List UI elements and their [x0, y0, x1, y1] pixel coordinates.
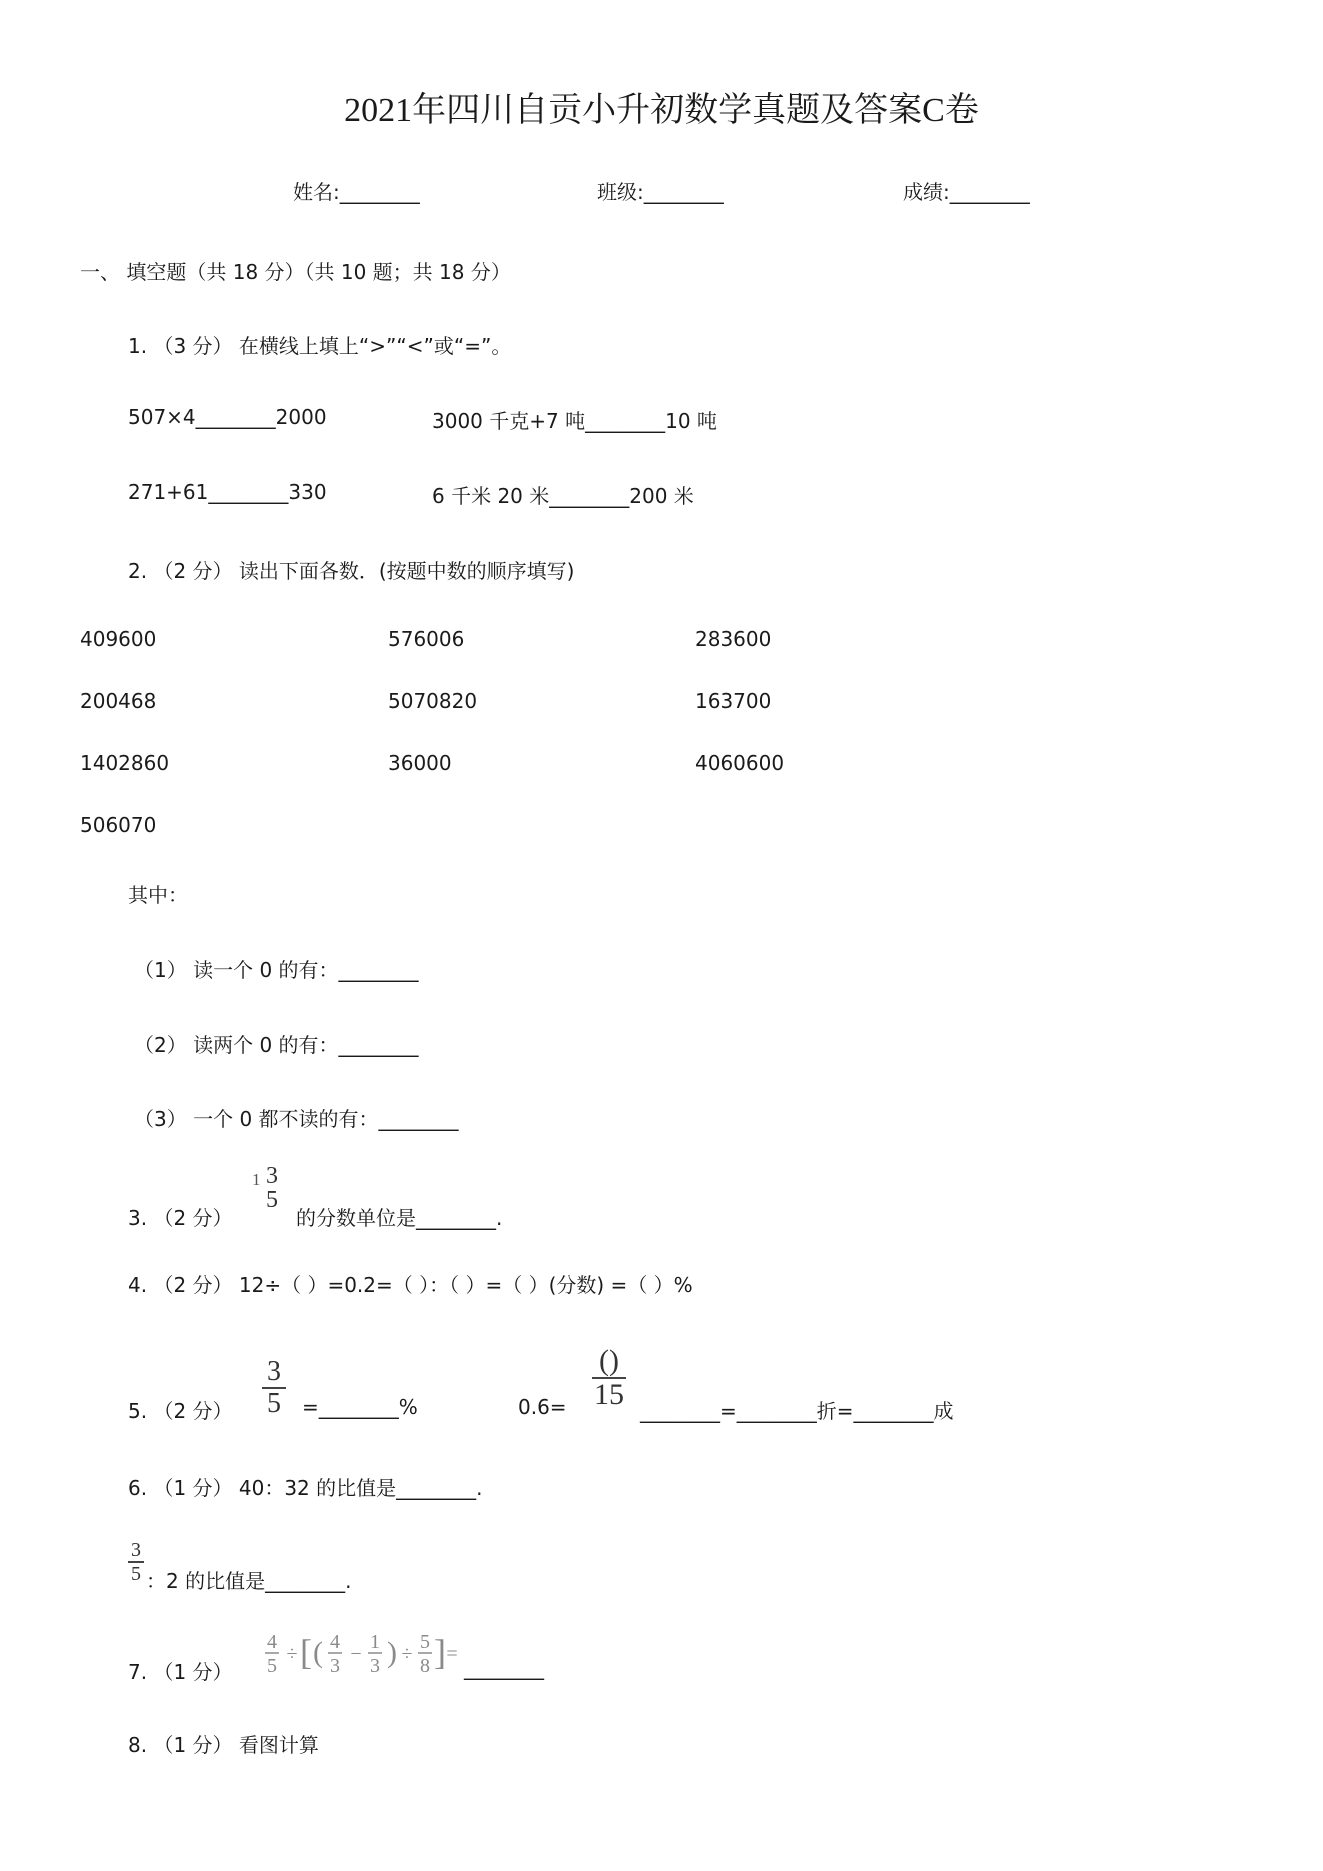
- question-5-part2: 0.6=: [518, 1395, 567, 1419]
- q2-number: 506070: [80, 813, 157, 837]
- q1-item: 507×4________2000: [128, 405, 327, 429]
- section-heading: 一、 填空题（共 18 分）（共 10 题；共 18 分）: [80, 260, 511, 284]
- fraction-denominator: 5: [266, 1187, 278, 1213]
- svg-text:4: 4: [330, 1631, 340, 1653]
- fraction-numerator: 3: [267, 1356, 281, 1387]
- fraction-blank-over-fifteen: [592, 1346, 626, 1410]
- q1-item: 6 千米 20 米________200 米: [432, 484, 694, 508]
- fraction-numerator: 3: [266, 1163, 278, 1189]
- fraction-numerator: (): [599, 1344, 619, 1377]
- q2-number: 409600: [80, 627, 157, 651]
- question-8-text: 8. （1 分） 看图计算: [128, 1733, 319, 1757]
- question-5-part1: =________%: [302, 1395, 418, 1419]
- q2-number: 200468: [80, 689, 157, 713]
- svg-text:−: −: [350, 1643, 362, 1665]
- q2-subquestion: （1） 读一个 0 的有：________: [134, 958, 419, 982]
- q2-number: 283600: [695, 627, 772, 651]
- svg-text:[: [: [300, 1632, 312, 1672]
- q2-number: 163700: [695, 689, 772, 713]
- question-7-prefix: 7. （1 分）: [128, 1660, 233, 1684]
- question-3-suffix: 的分数单位是________.: [296, 1206, 503, 1230]
- svg-text:÷: ÷: [401, 1643, 413, 1665]
- math-expression-svg: [262, 1628, 458, 1678]
- question-7-blank: ________: [464, 1656, 544, 1680]
- mixed-number-fraction: [262, 1164, 282, 1212]
- svg-text:8: 8: [420, 1655, 430, 1677]
- mixed-number-whole: 1: [252, 1170, 261, 1189]
- svg-text:4: 4: [267, 1631, 277, 1653]
- question-5-prefix: 5. （2 分）: [128, 1399, 233, 1423]
- page-title: 2021年四川自贡小升初数学真题及答案C卷: [344, 92, 979, 129]
- svg-text:): ): [387, 1636, 397, 1669]
- question-6-text: 6. （1 分） 40：32 的比值是________.: [128, 1476, 483, 1500]
- q1-item: 271+61________330: [128, 480, 327, 504]
- fraction-denominator: 5: [267, 1388, 281, 1419]
- question-6-line2: ：2 的比值是________.: [146, 1569, 352, 1593]
- q2-subquestion: （3） 一个 0 都不读的有：________: [134, 1107, 459, 1131]
- q2-number: 36000: [388, 751, 452, 775]
- q2-number: 5070820: [388, 689, 478, 713]
- fraction-denominator: 5: [131, 1563, 141, 1585]
- score-field-label: 成绩:________: [903, 180, 1030, 204]
- class-field-label: 班级:________: [597, 180, 724, 204]
- q2-number: 1402860: [80, 751, 170, 775]
- svg-text:5: 5: [420, 1631, 430, 1653]
- q2-number: 576006: [388, 627, 465, 651]
- question-1-prompt: 1. （3 分） 在横线上填上“>”“<”或“=”。: [128, 334, 512, 358]
- fraction-three-fifths-small: [128, 1540, 144, 1584]
- fraction-three-fifths: [262, 1358, 286, 1418]
- svg-text:(: (: [313, 1636, 323, 1669]
- q2-subquestion: （2） 读两个 0 的有：________: [134, 1033, 419, 1057]
- q2-number: 4060600: [695, 751, 785, 775]
- question-5-part3: ________=________折=________成: [640, 1399, 954, 1423]
- question-4-text: 4. （2 分） 12÷（ ）=0.2=（ ）：（ ）=（ ）(分数) =（ ）%: [128, 1273, 693, 1297]
- svg-text:]: ]: [434, 1632, 446, 1672]
- question-2-prompt: 2. （2 分） 读出下面各数．(按题中数的顺序填写): [128, 559, 575, 583]
- q2-among-label: 其中：: [128, 883, 188, 907]
- fraction-denominator: 15: [594, 1378, 624, 1411]
- svg-text:3: 3: [330, 1655, 340, 1677]
- fraction-numerator: 3: [131, 1539, 141, 1561]
- svg-text:3: 3: [370, 1655, 380, 1677]
- svg-text:=: =: [446, 1643, 458, 1665]
- svg-text:÷: ÷: [286, 1643, 298, 1665]
- question-3-prefix: 3. （2 分）: [128, 1206, 233, 1230]
- name-field-label: 姓名:________: [293, 180, 420, 204]
- svg-text:1: 1: [370, 1631, 380, 1653]
- svg-text:5: 5: [267, 1655, 277, 1677]
- math-expression: [262, 1628, 458, 1683]
- q1-item: 3000 千克+7 吨________10 吨: [432, 409, 717, 433]
